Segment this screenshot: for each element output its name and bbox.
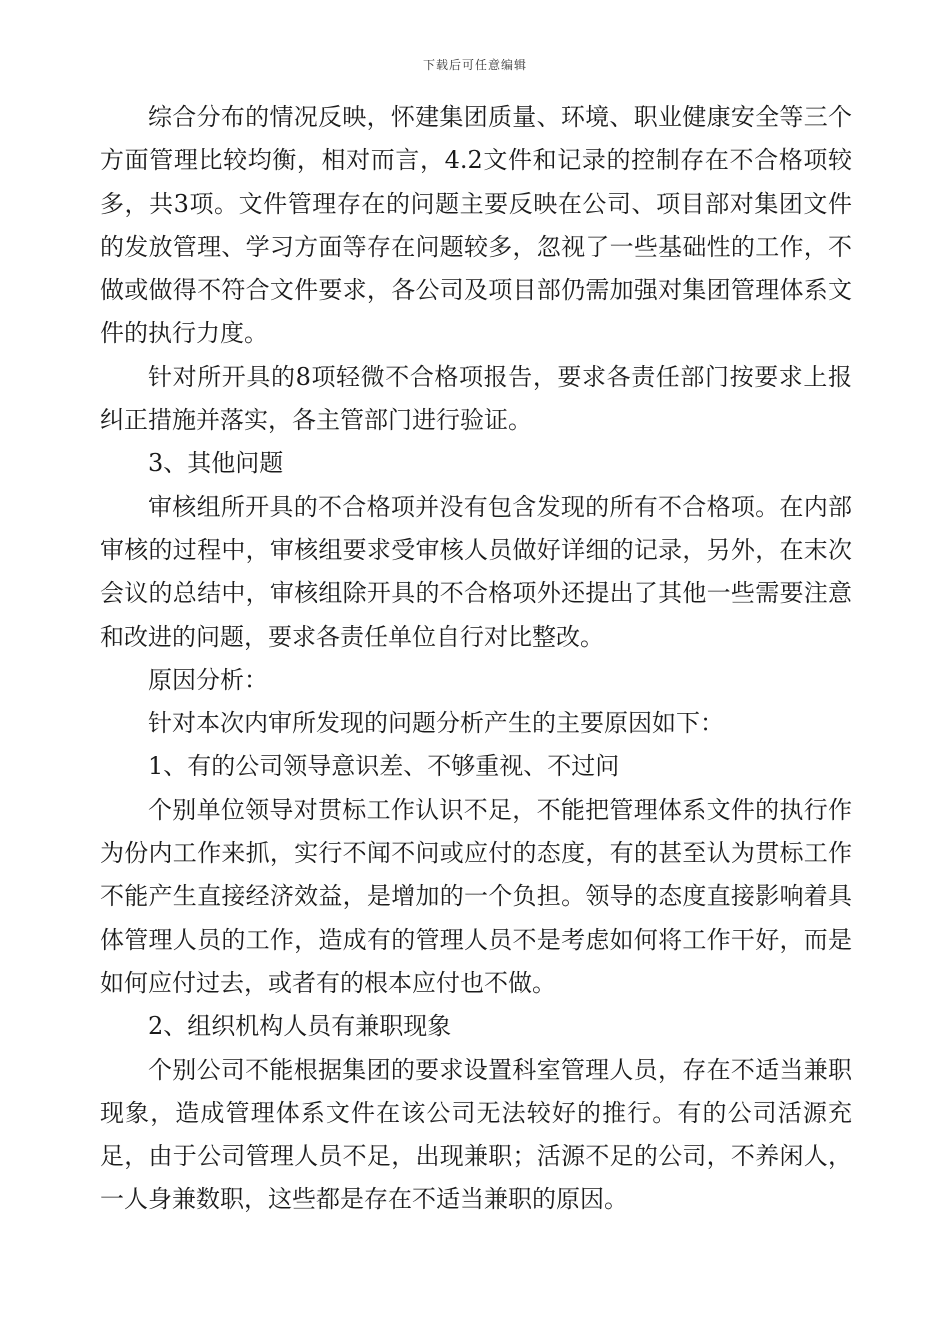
heading-cause-2: 2、组织机构人员有兼职现象 xyxy=(148,1012,452,1041)
paragraph-cause-2: 个别公司不能根据集团的要求设置科室管理人员，存在不适当兼职现象，造成管理体系文件在该公司无法较好的推行。有的公司活源充足，由于公司管理人员不足，出现兼职；活源不足的公司，不养闲人，一人身兼数职，这些都是存在不适当兼职的原因。 xyxy=(100,1055,852,1214)
paragraph-minor-nonconformity: 针对所开具的8项轻微不合格项报告，要求各责任部门按要求上报纠正措施并落实，各主管部门进行验证。 xyxy=(100,362,852,435)
heading-other-issues: 3、其他问题 xyxy=(148,449,284,478)
heading-cause-1: 1、有的公司领导意识差、不够重视、不过问 xyxy=(148,752,620,781)
paragraph-cause-intro: 针对本次内审所发现的问题分析产生的主要原因如下： xyxy=(148,709,724,738)
paragraph-other-issues: 审核组所开具的不合格项并没有包含发现的所有不合格项。在内部审核的过程中，审核组要求受审核人员做好详细的记录，另外，在末次会议的总结中，审核组除开具的不合格项外还提出了其他一些需要注意和改进的问题，要求各责任单位自行对比整改。 xyxy=(100,492,852,651)
heading-cause-analysis: 原因分析： xyxy=(148,665,268,694)
document-body xyxy=(100,96,852,1222)
page-header-note: 下载后可任意编辑 xyxy=(422,58,527,72)
paragraph-cause-1: 个别单位领导对贯标工作认识不足，不能把管理体系文件的执行作为份内工作来抓，实行不闻不问或应付的态度，有的甚至认为贯标工作不能产生直接经济效益，是增加的一个负担。领导的态度直接影响着具体管理人员的工作，造成有的管理人员不是考虑如何将工作干好，而是如何应付过去，或者有的根本应付也不做。 xyxy=(100,795,852,997)
paragraph-summary: 综合分布的情况反映，怀建集团质量、环境、职业健康安全等三个方面管理比较均衡，相对而言，4.2文件和记录的控制存在不合格项较多，共3项。文件管理存在的问题主要反映在公司、项目部对集团文件的发放管理、学习方面等存在问题较多，忽视了一些基础性的工作，不做或做得不符合文件要求，各公司及项目部仍需加强对集团管理体系文件的执行力度。 xyxy=(100,103,852,348)
